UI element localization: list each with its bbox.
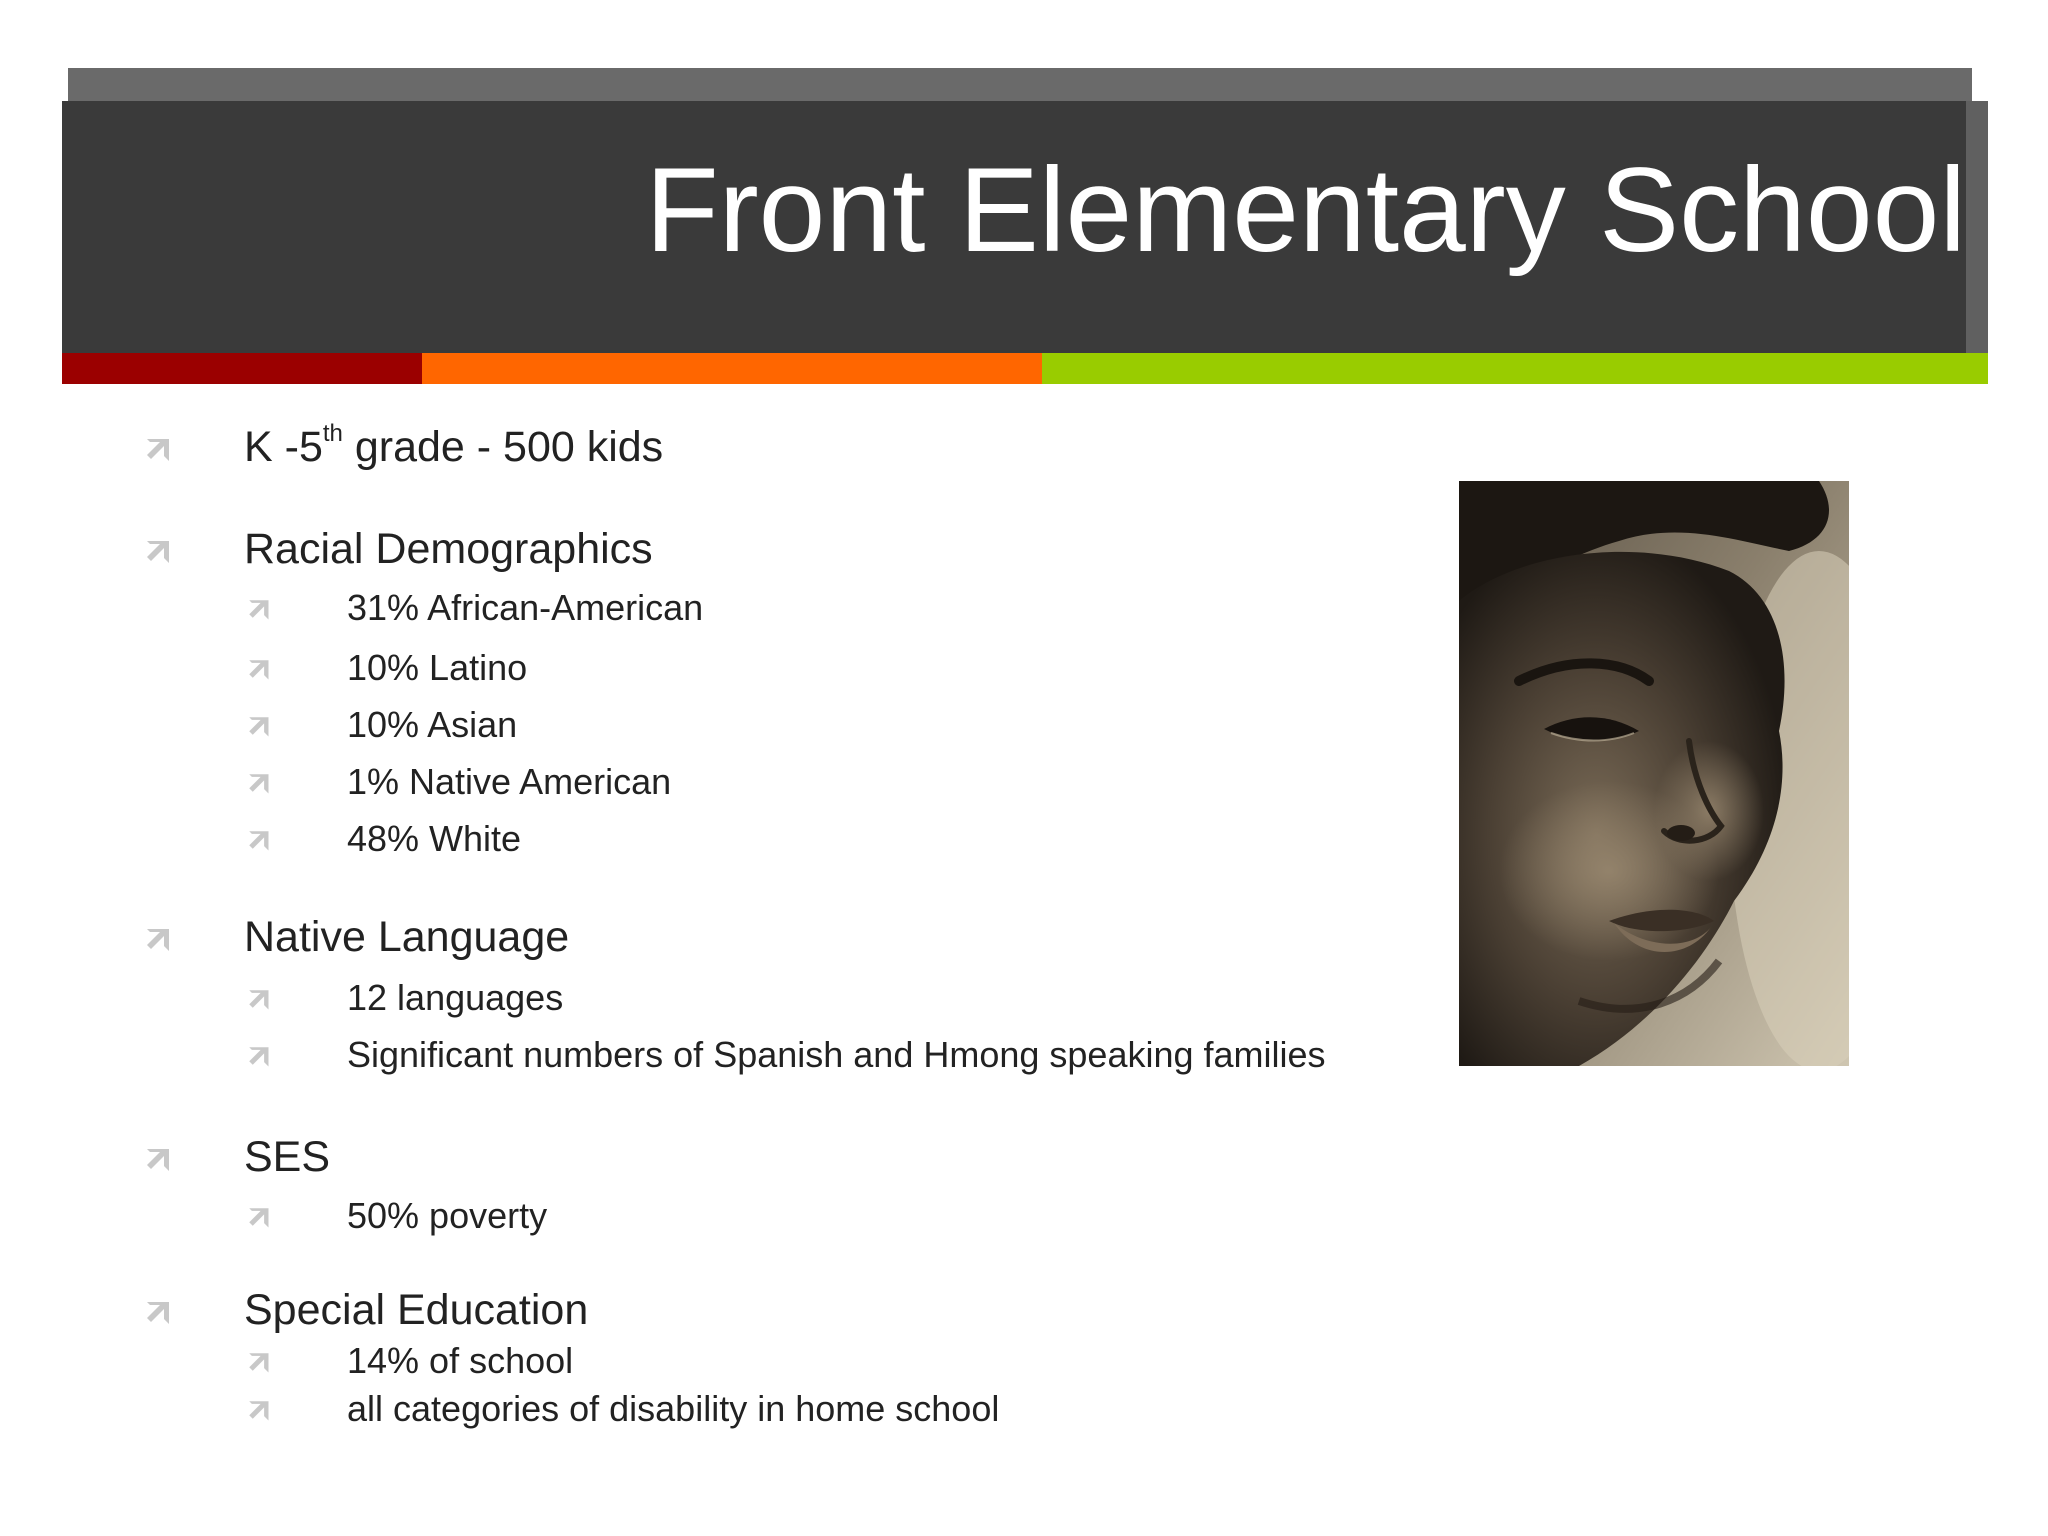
sub-bullet-racial [347, 761, 672, 802]
bullet-arrow-icon [244, 767, 272, 795]
bullet-grade [244, 420, 664, 471]
racial-item: 48% White [347, 818, 522, 859]
sub-bullet-language [347, 1034, 1326, 1075]
grade-suffix: grade - 500 kids [342, 423, 664, 471]
slide-title: Front Elementary School [645, 143, 1966, 277]
bullet-ses [244, 1133, 331, 1181]
grade-sup: th [322, 420, 343, 447]
bullet-arrow-icon [244, 593, 272, 621]
bullet-arrow-icon [244, 710, 272, 738]
special-item: 14% of school [347, 1340, 574, 1381]
bullet-arrow-icon [244, 1040, 272, 1068]
language-item: Significant numbers of Spanish and Hmong speaking families [347, 1034, 1326, 1075]
sub-bullet-special [347, 1340, 574, 1381]
bullet-arrow-icon [141, 430, 173, 462]
bullet-arrow-icon [141, 532, 173, 564]
racial-item: 10% Latino [347, 647, 528, 688]
sub-bullet-racial [347, 818, 522, 859]
special-item: all categories of disability in home school [347, 1388, 1000, 1429]
bullet-special-education [244, 1286, 589, 1334]
racial-label: Racial Demographics [244, 525, 653, 573]
bullet-arrow-icon [244, 1346, 272, 1374]
bullet-arrow-icon [244, 1201, 272, 1229]
bullet-native-language [244, 913, 570, 961]
child-portrait-photo [1459, 481, 1849, 1066]
sub-bullet-racial [347, 587, 704, 628]
header-edge [1966, 101, 1988, 356]
bullet-arrow-icon [141, 1293, 173, 1325]
special-label: Special Education [244, 1286, 589, 1334]
sub-bullet-language [347, 977, 564, 1018]
bullet-arrow-icon [141, 920, 173, 952]
ses-label: SES [244, 1133, 331, 1181]
accent-stripe-green [1042, 353, 1988, 384]
racial-item: 10% Asian [347, 704, 518, 745]
racial-item: 31% African-American [347, 587, 704, 628]
language-item: 12 languages [347, 977, 564, 1018]
language-label: Native Language [244, 913, 570, 961]
bullet-arrow-icon [244, 653, 272, 681]
racial-item: 1% Native American [347, 761, 672, 802]
bullet-arrow-icon [244, 1394, 272, 1422]
bullet-arrow-icon [244, 824, 272, 852]
bullet-arrow-icon [141, 1140, 173, 1172]
sub-bullet-racial [347, 704, 518, 745]
accent-stripe-red [62, 353, 422, 384]
sub-bullet-racial [347, 647, 528, 688]
sub-bullet-ses [347, 1195, 548, 1236]
sub-bullet-special [347, 1388, 1000, 1429]
bullet-racial-demographics [244, 525, 653, 573]
ses-item: 50% poverty [347, 1195, 548, 1236]
grade-prefix: K -5 [244, 423, 323, 471]
bullet-arrow-icon [244, 983, 272, 1011]
accent-stripe-orange [422, 353, 1042, 384]
